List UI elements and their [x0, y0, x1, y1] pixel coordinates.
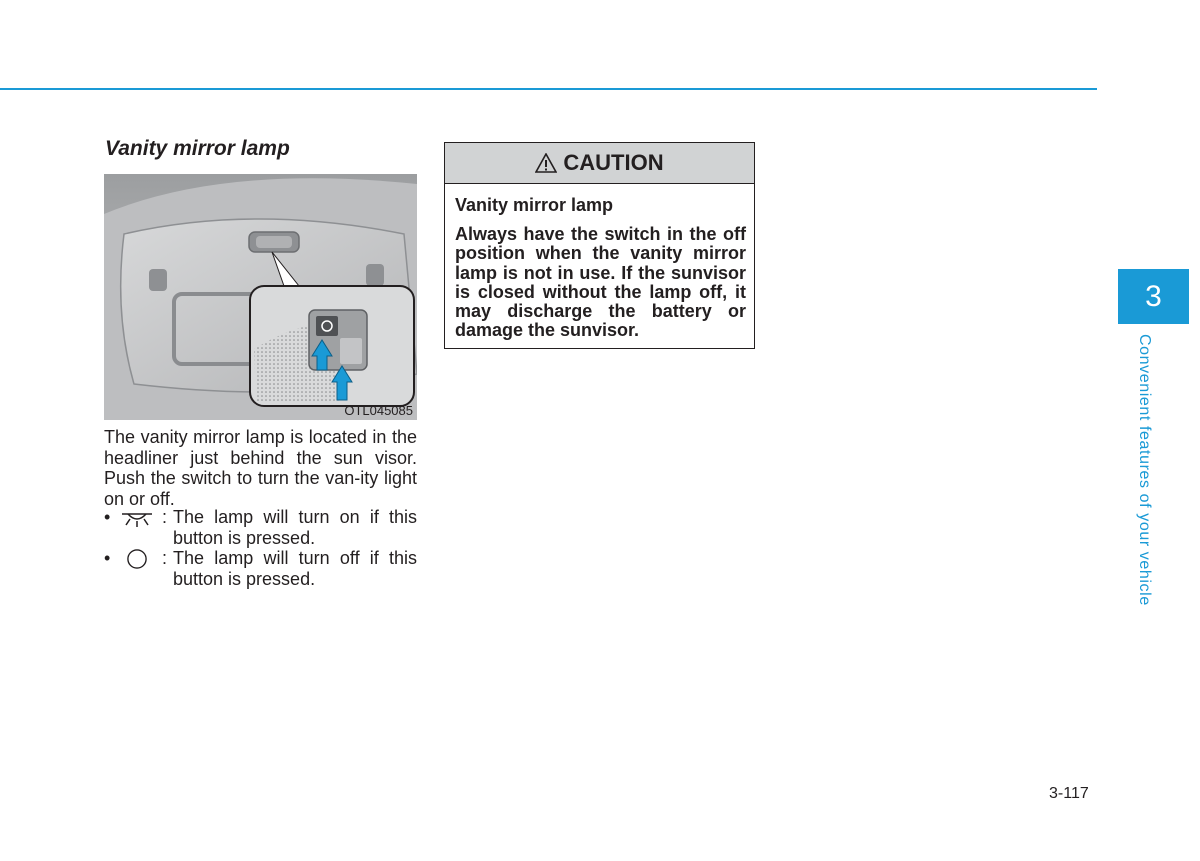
chapter-title: Convenient features of your vehicle: [1136, 334, 1153, 606]
caution-box: [444, 142, 755, 349]
figure-code: OTL045085: [344, 403, 413, 418]
lamp-off-circle-icon: [120, 549, 154, 569]
bullet-text: The lamp will turn off if this button is pressed.: [173, 548, 417, 589]
bullet-text: The lamp will turn on if this button is pressed.: [173, 507, 417, 548]
section-heading: Vanity mirror lamp: [105, 137, 290, 160]
caution-text: Always have the switch in the off position when the vanity mirror lamp is not in use. If the sunvisor is closed without the lamp off, it may discharge the battery or damage the sunvisor.: [455, 224, 746, 341]
bullet-colon: :: [162, 548, 168, 568]
bullet-dot: •: [104, 548, 111, 568]
page-number: 3-117: [1049, 785, 1089, 802]
bullet-colon: :: [162, 507, 168, 527]
caution-label: CAUTION: [563, 150, 664, 175]
bullet-list: [104, 507, 417, 589]
list-item: [104, 548, 417, 589]
top-rule: [0, 88, 1097, 90]
vanity-lamp-illustration: [104, 174, 417, 420]
list-item: [104, 507, 417, 548]
body-paragraph: The vanity mirror lamp is located in the headliner just behind the sun visor. Push the switch to turn the van-ity light on or off.: [104, 427, 417, 509]
chapter-tab: 3: [1118, 269, 1189, 324]
warning-triangle-icon: [535, 153, 557, 173]
bullet-dot: •: [104, 507, 111, 527]
lamp-on-icon: [120, 508, 154, 528]
caution-title: Vanity mirror lamp: [455, 195, 614, 215]
caution-header: [445, 143, 754, 184]
